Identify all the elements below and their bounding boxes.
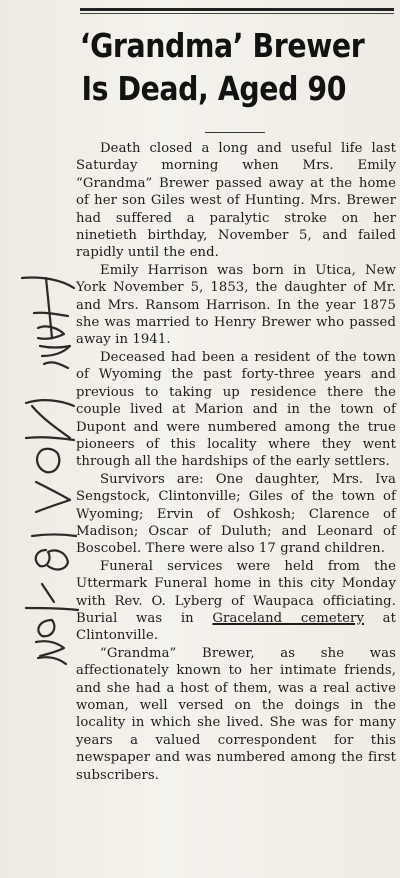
paragraph-3: Deceased had been a resident of the town of Wyoming the past forty-three years and previous to taking up residence there the couple lived at Marion and in the town of Dupont and were numbered among the true pioneers of this locality where they went through all the hardships of the early settlers. <box>76 349 396 470</box>
paragraph-1: Death closed a long and useful life last Saturday morning when Mrs. Emily “Grandma” Brewer passed away at the home of her son Giles west of Hunting. Mrs. Brewer had suffered a paralytic stroke on her ninetieth birthday, November 5, and failed rapidly until the end. <box>76 141 396 261</box>
headline-separator <box>205 132 265 133</box>
funeral-text-end: at Clintonville. <box>76 610 396 644</box>
paragraph-2: Emily Harrison was born in Utica, New York November 5, 1853, the daughter of Mr. and Mrs. Ransom Harrison. In the year 1875 she was married to Henry Brewer who passed away in 1941. <box>76 262 396 348</box>
handwritten-date-annotation <box>12 268 82 668</box>
cemetery-name: Graceland cemetery <box>212 610 364 626</box>
top-rule <box>80 8 394 11</box>
paragraph-6: “Grandma” Brewer, as she was affectionately known to her intimate friends, and she had a host of them, was a real active woman, well versed on the doings in the locality in which she lived. She was for many years a valued correspondent for this newspaper and was numbered among the first subscribers. <box>76 645 396 783</box>
paragraph-4: Survivors are: One daughter, Mrs. Iva Sengstock, Clintonville; Giles of the town of Wyoming; Ervin of Oshkosh; Clarence of Madison; Oscar of Duluth; and Leonard of Boscobel. There were also 17 grand children. <box>76 471 396 557</box>
paragraph-5 <box>76 558 396 645</box>
headline <box>78 24 365 110</box>
article-body <box>76 140 396 784</box>
funeral-text: Funeral services were held from the Uttermark Funeral home in this city Monday with Rev. O. Lyberg of Waupaca officiating. Burial was in <box>76 558 396 626</box>
headline-line-2: Is Dead, Aged 90 <box>81 69 347 108</box>
top-rule-thin <box>80 13 394 14</box>
headline-line-1: ‘Grandma’ Brewer <box>79 26 365 65</box>
